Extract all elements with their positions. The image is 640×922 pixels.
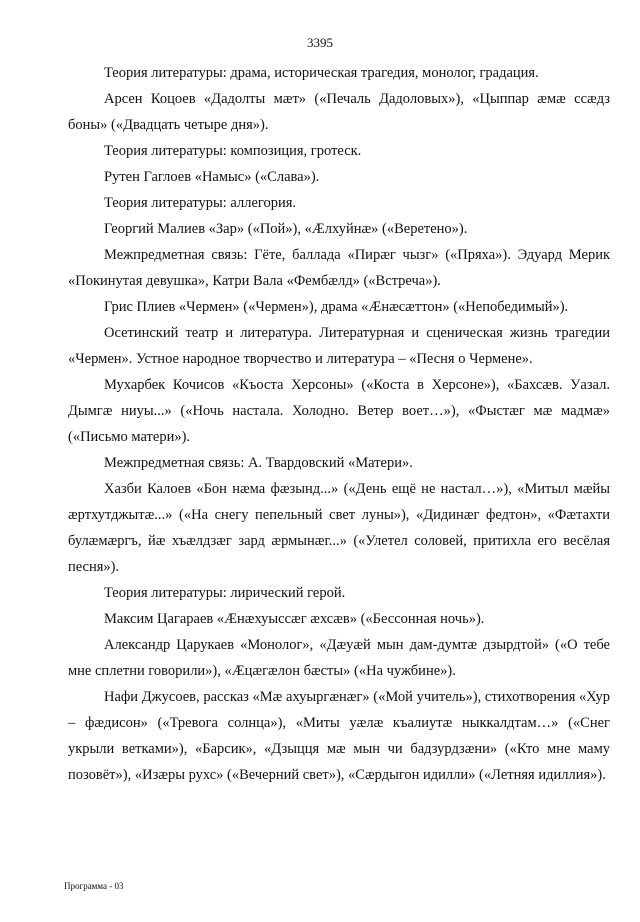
paragraph-tsarukaev: Александр Царукаев «Монолог», «Дæуæй мын дам-думтæ дзырдтой» («О тебе мне сплетни говорили»), «Ӕцæгæлон бæсты» («На чужбине»). xyxy=(68,637,610,679)
paragraph-gagloev: Рутен Гаглоев «Намыс» («Слава»). xyxy=(104,169,320,185)
paragraph-link-goethe: Межпредметная связь: Гёте, баллада «Пирæг чызг» («Пряха»). Эдуард Мерик «Покинутая девушка», Катри Вала «Фембæлд» («Встреча»). xyxy=(68,247,610,289)
paragraph-theory-lyric-hero: Теория литературы: лирический герой. xyxy=(104,585,346,601)
paragraph-kochisov: Мухарбек Кочисов «Къоста Херсоны» («Коста в Херсоне»), «Бахсæв. Уазал. Дымгæ ниуы...» («Ночь настала. Холодно. Ветер воет…»), «Фыстæг мæ мадмæ» («Письмо матери»). xyxy=(68,377,610,445)
paragraph-theory-allegory: Теория литературы: аллегория. xyxy=(104,195,297,211)
paragraph-pliev: Грис Плиев «Чермен» («Чермен»), драма «Ӕнæсæттон» («Непобедимый»). xyxy=(104,299,569,315)
paragraph-dzhusoev: Нафи Джусоев, рассказ «Мæ ахуыргæнæг» («Мой учитель»), стихотворения «Хур – фæдисон» («Тревога солнца»), «Миты уæлæ къалиутæ ныккалдтам…» («Снег укрыли ветками»), «Барсик», «Дзыцця мæ мын чи бадзурдзæни» («Кто мне маму позовёт»), «Изæры рухс» («Вечерний свет»), «Сæрдыгон идилли» («Летняя идиллия»). xyxy=(68,689,610,783)
paragraph-kotsoev: Арсен Коцоев «Дадолты мæт» («Печаль Дадоловых»), «Цыппар æмæ ссæдз боны» («Двадцать четыре дня»). xyxy=(68,91,610,133)
paragraph-ossetian-theatre: Осетинский театр и литература. Литературная и сценическая жизнь трагедии «Чермен». Устное народное творчество и литература – «Песня о Чермене». xyxy=(68,325,610,367)
paragraph-kaloev: Хазби Калоев «Бон нæма фæзынд...» («День ещё не настал…»), «Митыл мæйы æртхутджытæ...» («На снегу пепельный свет луны»), «Дидинæг федтон», «Фæтахти булæмæргъ, йæ хъæлдзæг зард æрмынæг...» («Улетел соловей, притихла его весёлая песня»). xyxy=(68,481,610,575)
paragraph-tsagaraev: Максим Цагараев «Ӕнæхуыссæг æхсæв» («Бессонная ночь»). xyxy=(104,611,485,627)
footer-label: Программа - 03 xyxy=(64,881,124,891)
paragraph-maliev: Георгий Малиев «Зар» («Пой»), «Ӕлхуйнæ» («Веретено»). xyxy=(104,221,468,237)
paragraph-theory-composition: Теория литературы: композиция, гротеск. xyxy=(104,143,362,159)
paragraph-link-tvardovsky: Межпредметная связь: А. Твардовский «Матери». xyxy=(104,455,413,471)
page-number: 3395 xyxy=(307,35,333,50)
paragraph-theory-drama: Теория литературы: драма, историческая трагедия, монолог, градация. xyxy=(104,65,539,81)
page-body xyxy=(68,60,610,788)
